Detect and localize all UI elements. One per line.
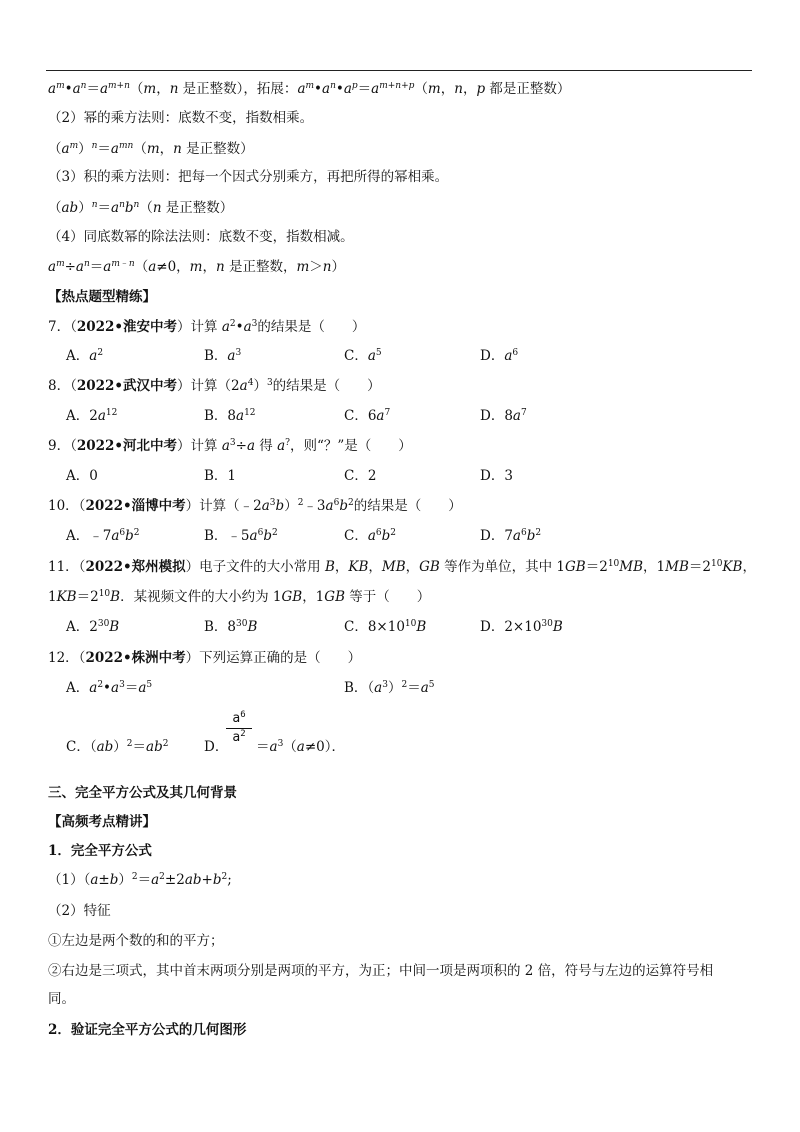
power-rule-title: （2）幂的乘方法则：底数不变，指数相乘。 — [48, 110, 314, 126]
q12-option-c: C．$(ab)^2=ab^2$ — [66, 739, 169, 755]
q10-option-d: D．$7a^6b^2$ — [480, 528, 542, 544]
q12-option-d-label: D． — [204, 739, 229, 755]
q11-option-b: B．$8^{30}B$ — [204, 619, 258, 635]
q10-option-a: A．$﹣7a^6b^2$ — [66, 528, 140, 544]
feature-heading: （2）特征 — [48, 903, 111, 919]
division-rule-formula: $a^m\div a^n=a^{m﹣n}(a\ne 0$，m，n 是正整数，m＞n） — [48, 259, 345, 275]
q9-option-c: C．2 — [344, 468, 377, 484]
q8-option-d: D．$8a^7$ — [480, 408, 527, 424]
q11-option-d: D．$2\times 10^{30}B$ — [480, 619, 563, 635]
question-12: 12．（2022•株洲中考）下列运算正确的是（ ） — [48, 650, 362, 666]
section-high-heading: 【高频考点精讲】 — [48, 814, 156, 830]
q12-option-d-rest: $=a^3(a\ne 0)$． — [256, 739, 346, 755]
q12-option-b: B．$(a^3)^2=a^5$ — [344, 680, 435, 696]
perfect-square-formula: $(1)(a\pm b)^2=a^2\pm 2ab+b^2$; — [48, 872, 232, 888]
division-rule-title: （4）同底数幂的除法法则：底数不变，指数相减。 — [48, 229, 354, 245]
section-3-title: 三、完全平方公式及其几何背景 — [48, 785, 237, 801]
subsection-1-title: 1．完全平方公式 — [48, 843, 152, 859]
q7-option-c: C．$a^5$ — [344, 348, 382, 364]
product-power-title: （3）积的乘方法则：把每一个因式分别乘方，再把所得的幂相乘。 — [48, 169, 449, 185]
question-9: 9．（2022•河北中考）计算 $a^3\div a$ 得 a?，则“？”是（ ） — [48, 438, 412, 454]
q7-option-b: B．$a^3$ — [204, 348, 242, 364]
q8-option-b: B．$8a^{12}$ — [204, 408, 256, 424]
feature-point-2-line1: ②右边是三项式，其中首末两项分别是两项的平方，为正；中间一项是两项积的 2 倍，符号与左边的运算符号相 — [48, 963, 714, 979]
question-10: 10．（2022•淄博中考）计算$(﹣2a^3b)^2﹣3a^6b^2$的结果是（ ） — [48, 498, 462, 514]
q9-option-b: B．1 — [204, 468, 237, 484]
q10-option-b: B．$﹣5a^6b^2$ — [204, 528, 278, 544]
q12-option-a: A．$a^2•a^3=a^5$ — [66, 680, 153, 696]
q9-option-a: A．0 — [66, 468, 98, 484]
question-7: 7．（2022•淮安中考）计算 $a^2•a^3$的结果是（ ） — [48, 319, 366, 335]
q8-option-c: C．$6a^7$ — [344, 408, 391, 424]
q11-option-a: A．$2^{30}B$ — [66, 619, 120, 635]
q8-option-a: A．$2a^{12}$ — [66, 408, 118, 424]
question-11-line1: 11．（2022•郑州模拟）电子文件的大小常用 B，KB，MB，GB 等作为单位，其中 $1GB=2^{10}MB$，$1MB=2^{10}KB$， — [48, 559, 756, 575]
product-power-formula: $(ab)^n=a^nb^n(n$ 是正整数） — [48, 200, 234, 216]
question-11-line2: $1KB=2^{10}B$．某视频文件的大小约为 1GB，1GB 等于（ ） — [48, 589, 431, 605]
subsection-2-title: 2．验证完全平方公式的几何图形 — [48, 1022, 247, 1038]
q12-option-d-fraction: $a^6$ $a^2$ — [226, 712, 252, 745]
q9-option-d: D．3 — [480, 468, 513, 484]
feature-point-2-line2: 同。 — [48, 991, 75, 1007]
q7-option-a: A．$a^2$ — [66, 348, 104, 364]
question-8: 8．（2022•武汉中考）计算$(2a^4)^3$的结果是（ ） — [48, 378, 381, 394]
product-rule-formula: $a^m•a^n=a^{m+n}(m$，n 是正整数），拓展：$a^m•a^n•a^p=a^{m+n+p}(m$，n，p 都是正整数） — [48, 81, 571, 97]
power-rule-formula: $(a^m)^n=a^{mn}(m$，n 是正整数） — [48, 141, 254, 157]
q7-option-d: D．$a^6$ — [480, 348, 519, 364]
section-hot-heading: 【热点题型精练】 — [48, 289, 156, 305]
q11-option-c: C．$8\times 10^{10}B$ — [344, 619, 427, 635]
q10-option-c: C．$a^6b^2$ — [344, 528, 397, 544]
feature-point-1: ①左边是两个数的和的平方； — [48, 933, 224, 949]
header-rule — [46, 70, 752, 71]
